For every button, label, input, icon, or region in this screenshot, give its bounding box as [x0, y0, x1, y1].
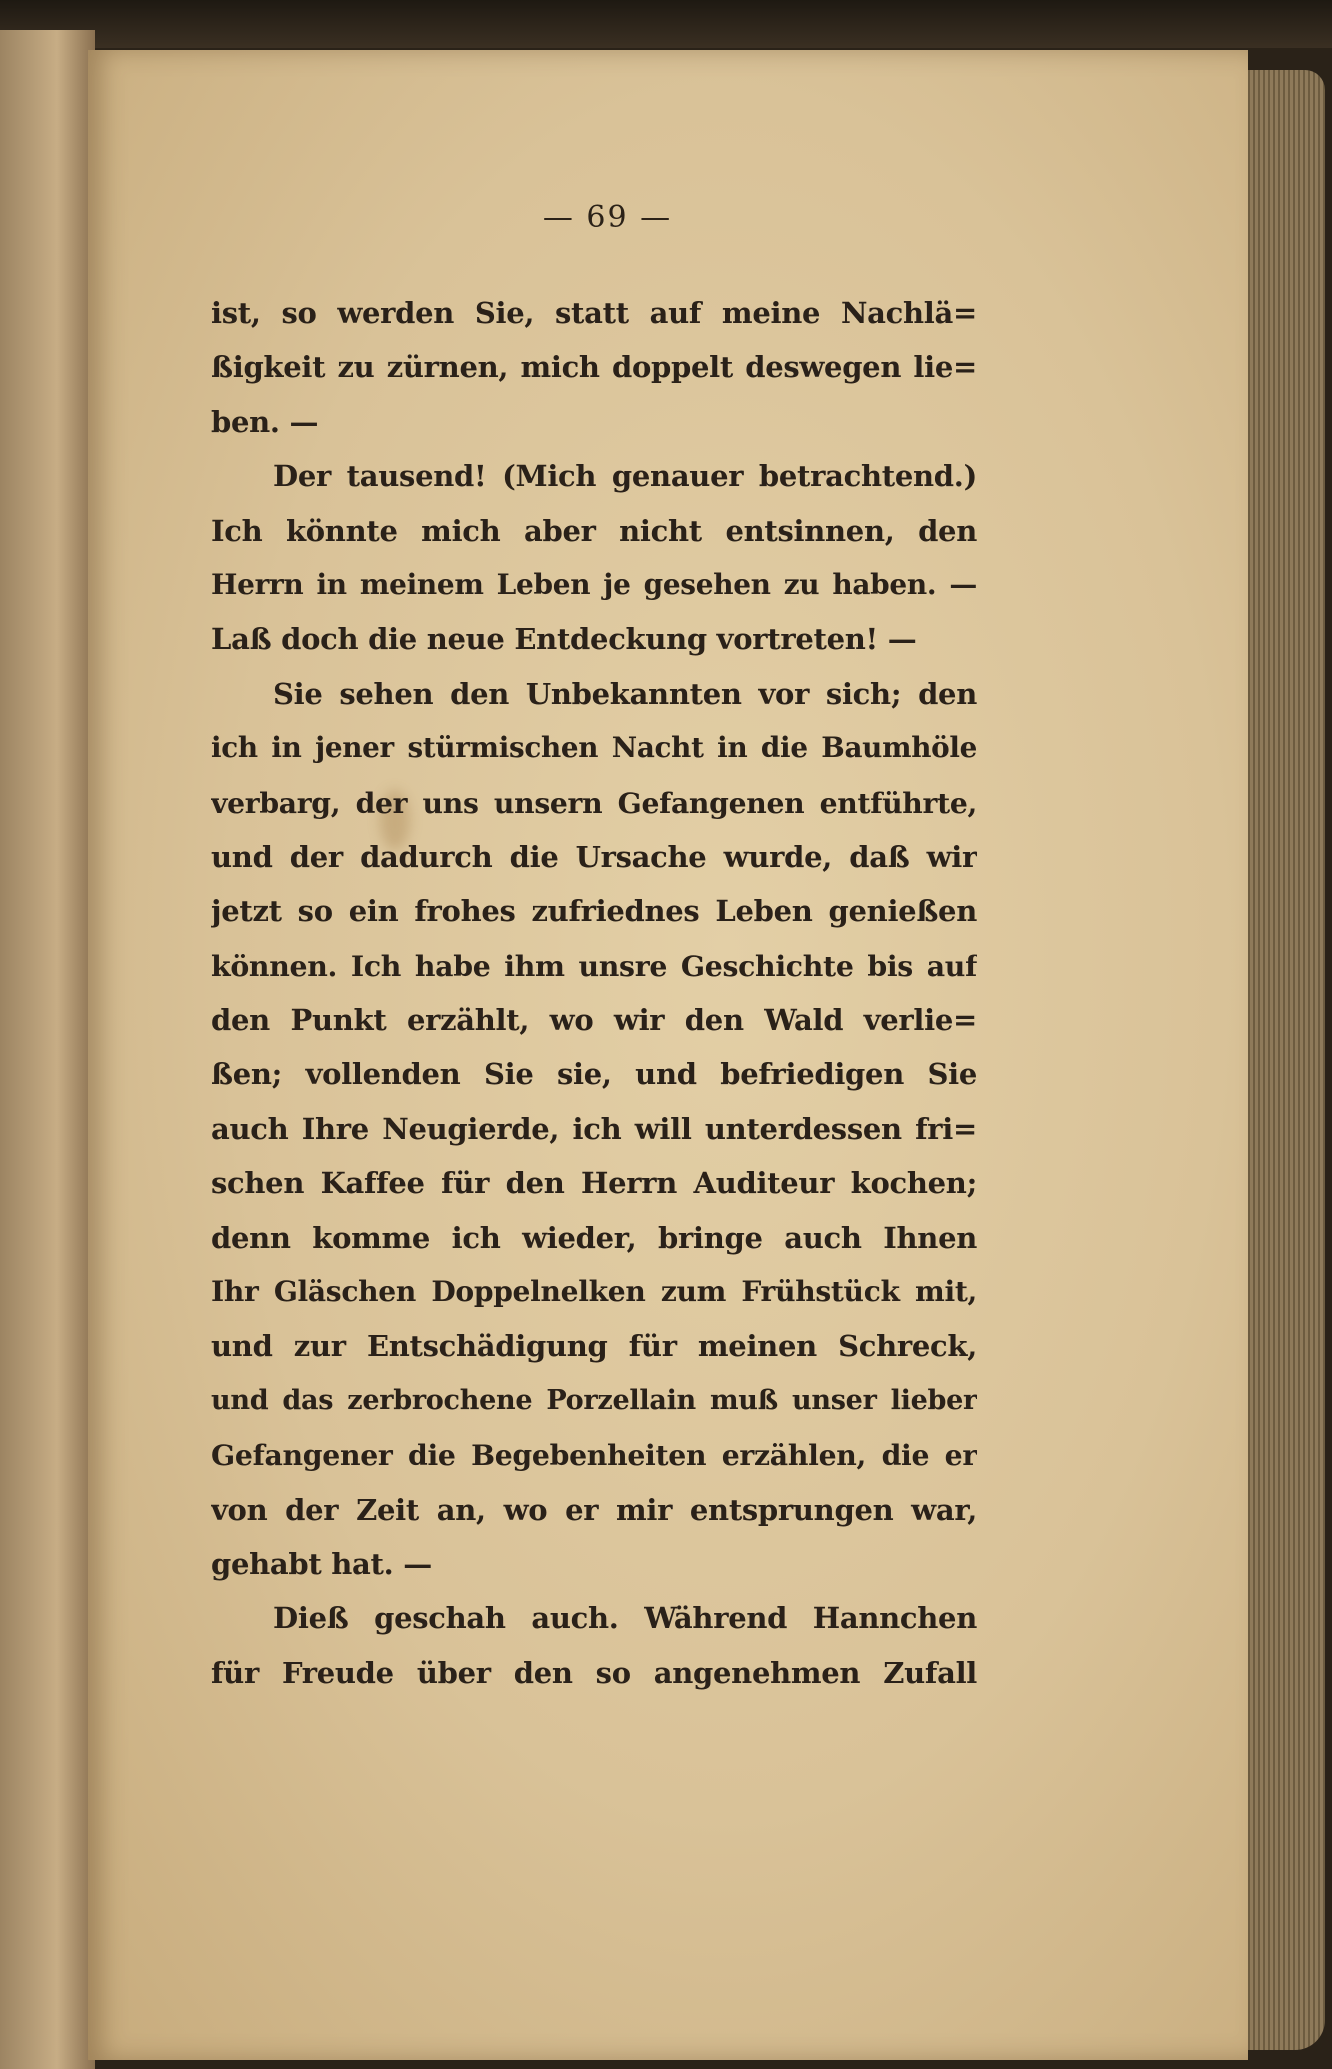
text-line: ich in jener stürmischen Nacht in die Baumhöle: [211, 731, 977, 765]
text-line: Ihr Gläschen Doppelnelken zum Frühstück mit,: [211, 1275, 977, 1309]
text-line: ßigkeit zu zürnen, mich doppelt deswegen lie=: [211, 350, 977, 385]
page-block-edge: [1235, 70, 1325, 2050]
text-line: gehabt hat. —: [211, 1546, 432, 1581]
text-line: denn komme ich wieder, bringe auch Ihnen: [211, 1220, 977, 1255]
text-line: und das zerbrochene Porzellain muß unser lieber: [211, 1384, 977, 1416]
facing-page-edge: [0, 30, 95, 2069]
text-line: Herrn in meinem Leben je gesehen zu haben. —: [211, 567, 977, 601]
text-line: Sie sehen den Unbekannten vor sich; den: [273, 676, 977, 711]
text-line: den Punkt erzählt, wo wir den Wald verlie=: [211, 1003, 977, 1038]
text-line: und der dadurch die Ursache wurde, daß wir: [211, 839, 977, 874]
text-line: Der tausend! (Mich genauer betrachtend.): [273, 459, 977, 494]
text-line: für Freude über den so angenehmen Zufall: [211, 1655, 977, 1690]
page-body-text: [211, 286, 977, 1700]
text-line: Dieß geschah auch. Während Hannchen: [273, 1601, 977, 1636]
text-line: Laß doch die neue Entdeckung vortreten! —: [211, 622, 917, 657]
text-line: ist, so werden Sie, statt auf meine Nachlä=: [211, 296, 977, 330]
text-line: ßen; vollenden Sie sie, und befriedigen Sie: [211, 1057, 977, 1092]
text-line: von der Zeit an, wo er mir entsprungen war,: [211, 1492, 977, 1527]
text-line: Gefangener die Begebenheiten erzählen, die er: [211, 1438, 977, 1473]
text-line: schen Kaffee für den Herrn Auditeur kochen;: [211, 1166, 977, 1201]
text-line: auch Ihre Neugierde, ich will unterdessen fri=: [211, 1111, 977, 1146]
text-line: jetzt so ein frohes zufriednes Leben genießen: [211, 894, 977, 929]
text-line: können. Ich habe ihm unsre Geschichte bis auf: [211, 948, 977, 983]
text-line: und zur Entschädigung für meinen Schreck,: [211, 1329, 977, 1364]
text-line: Ich könnte mich aber nicht entsinnen, den: [211, 513, 977, 548]
text-line: verbarg, der uns unsern Gefangenen entführte,: [211, 785, 977, 820]
book-cover-top: [0, 0, 1332, 48]
page-number: — 69 —: [542, 200, 673, 235]
text-line: ben. —: [211, 404, 319, 439]
